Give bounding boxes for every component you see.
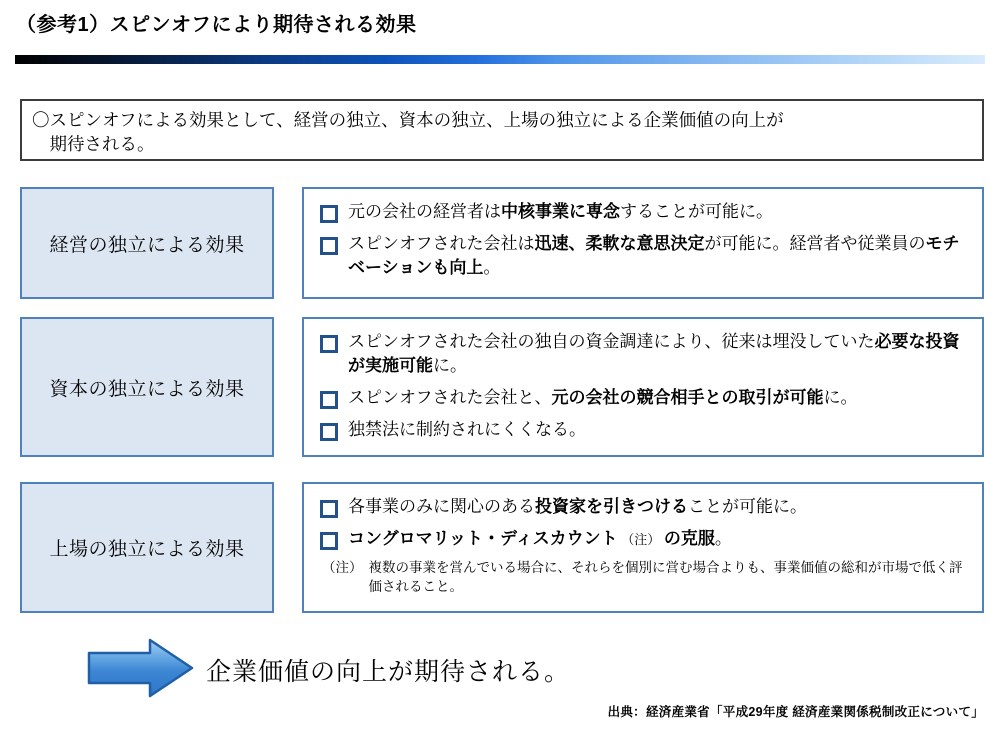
right-arrow-icon — [87, 636, 195, 700]
bullet-item — [318, 495, 968, 519]
effect-row-listing — [20, 482, 984, 613]
bullet-text: 独禁法に制約されにくくなる。 — [348, 420, 586, 440]
square-bullet-icon — [320, 500, 338, 518]
bullet-item — [318, 330, 968, 378]
square-bullet-icon — [320, 532, 338, 550]
square-bullet-icon — [320, 205, 338, 223]
bullet-text: スピンオフされた会社は迅速、柔軟な意思決定が可能に。経営者や従業員のモチベーションも向上。 — [348, 234, 960, 278]
square-bullet-icon — [320, 423, 338, 441]
bullet-text: 各事業のみに関心のある投資家を引きつけることが可能に。 — [348, 497, 807, 516]
bullet-item — [318, 527, 968, 551]
summary-box — [20, 99, 984, 161]
effect-row-management — [20, 187, 984, 299]
square-bullet-icon — [320, 391, 338, 409]
square-bullet-icon — [320, 335, 338, 353]
row-label-capital: 資本の独立による効果 — [20, 317, 274, 457]
bullet-text: コングロマリット・ディスカウント （注） の克服。 — [348, 529, 732, 549]
title-underline-gradient-bar — [15, 55, 985, 64]
conclusion-text: 企業価値の向上が期待される。 — [206, 658, 571, 686]
bullet-text: スピンオフされた会社と、元の会社の競合相手との取引が可能に。 — [348, 388, 858, 408]
effect-row-capital — [20, 317, 984, 457]
bullet-item — [318, 418, 968, 442]
square-bullet-icon — [320, 237, 338, 255]
summary-line2: 期待される。 — [49, 134, 155, 155]
page-title: （参考1）スピンオフにより期待される効果 — [16, 14, 417, 36]
source-citation: 出典：経済産業省「平成29年度 経済産業関係税制改正について」 — [607, 705, 984, 719]
bullet-item — [318, 386, 968, 410]
footnote-prefix: （注） — [322, 560, 363, 576]
summary-line1: 〇スピンオフによる効果として、経営の独立、資本の独立、上場の独立による企業価値の向上が — [32, 110, 784, 130]
bullet-item — [318, 232, 968, 280]
row-label-listing: 上場の独立による効果 — [20, 482, 274, 613]
row-content-management — [302, 187, 984, 299]
bullet-text: スピンオフされた会社の独自の資金調達により、従来は埋没していた必要な投資が実施可能に。 — [348, 332, 960, 376]
row-content-capital — [302, 317, 984, 457]
footnote — [322, 559, 968, 597]
row-content-listing — [302, 482, 984, 613]
bullet-item — [318, 200, 968, 224]
bullet-text: 元の会社の経営者は中核事業に専念することが可能に。 — [348, 202, 773, 221]
footnote-text: 複数の事業を営んでいる場合に、それらを個別に営む場合よりも、事業価値の総和が市場で低く評価されること。 — [368, 560, 963, 595]
row-label-management: 経営の独立による効果 — [20, 187, 274, 299]
